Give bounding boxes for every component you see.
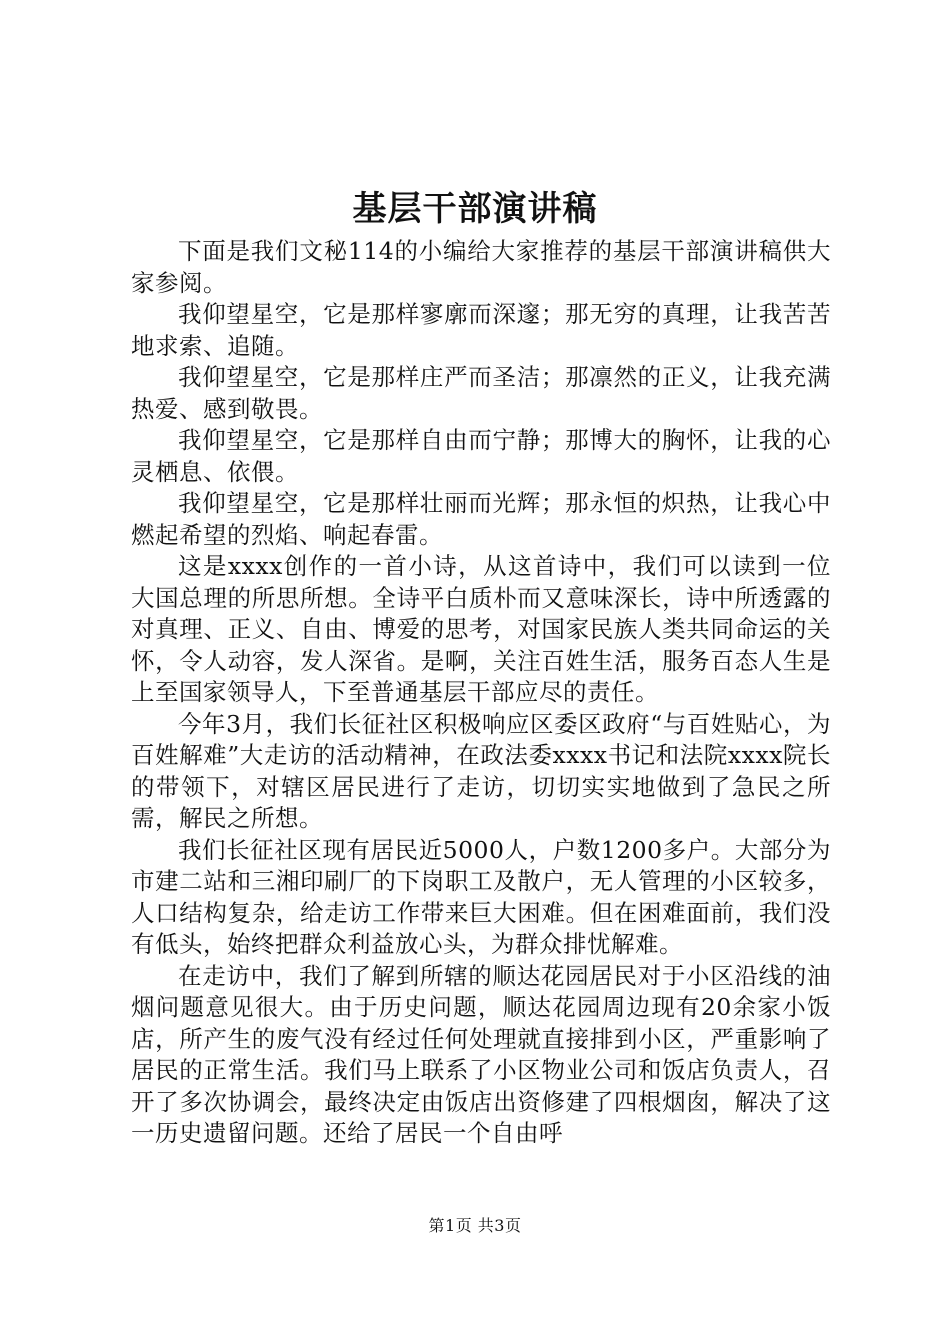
paragraph: 下面是我们文秘114的小编给大家推荐的基层干部演讲稿供大家参阅。 [131, 237, 831, 297]
paragraph: 我仰望星空，它是那样壮丽而光辉；那永恒的炽热，让我心中燃起希望的烈焰、响起春雷。 [131, 489, 831, 549]
paragraph: 今年3月，我们长征社区积极响应区委区政府“与百姓贴心，为百姓解难”大走访的活动精神，在政法委xxxx书记和法院xxxx院长的带领下，对辖区居民进行了走访，切切实实地做到了急民之所需，解民之所想。 [131, 709, 831, 832]
page-footer: 第1页 共3页 [428, 1216, 522, 1235]
document-body [131, 236, 831, 1150]
paragraph: 我仰望星空，它是那样寥廓而深邃；那无穷的真理，让我苦苦地求索、追随。 [131, 300, 831, 360]
document-title: 基层干部演讲稿 [352, 189, 598, 229]
paragraph: 这是xxxx创作的一首小诗，从这首诗中，我们可以读到一位大国总理的所思所想。全诗平白质朴而又意味深长，诗中所透露的对真理、正义、自由、博爱的思考，对国家民族人类共同命运的关怀，令人动容，发人深省。是啊，关注百姓生活，服务百态人生是上至国家领导人，下至普通基层干部应尽的责任。 [131, 552, 831, 706]
paragraph: 我仰望星空，它是那样庄严而圣洁；那凛然的正义，让我充满热爱、感到敬畏。 [131, 363, 831, 423]
paragraph: 在走访中，我们了解到所辖的顺达花园居民对于小区沿线的油烟问题意见很大。由于历史问题，顺达花园周边现有20余家小饭店，所产生的废气没有经过任何处理就直接排到小区，严重影响了居民的正常生活。我们马上联系了小区物业公司和饭店负责人，召开了多次协调会，最终决定由饭店出资修建了四根烟囱，解决了这一历史遗留问题。还给了居民一个自由呼 [131, 961, 831, 1147]
paragraph: 我们长征社区现有居民近5000人，户数1200多户。大部分为市建二站和三湘印刷厂的下岗职工及散户，无人管理的小区较多，人口结构复杂，给走访工作带来巨大困难。但在困难面前，我们没有低头，始终把群众利益放心头，为群众排忧解难。 [131, 835, 831, 958]
paragraph: 我仰望星空，它是那样自由而宁静；那博大的胸怀，让我的心灵栖息、依偎。 [131, 426, 831, 486]
